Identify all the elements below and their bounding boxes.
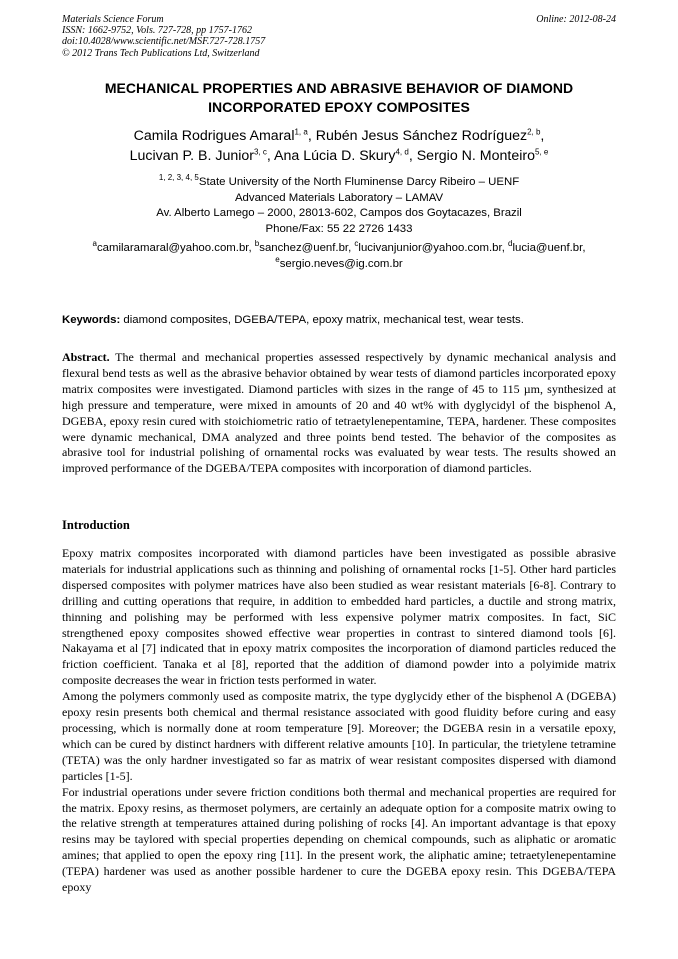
author-name: Ana Lúcia D. Skury bbox=[274, 148, 396, 164]
affiliation-line-4: Phone/Fax: 55 22 2726 1433 bbox=[265, 222, 413, 235]
email-address: camilaramaral@yahoo.com.br bbox=[96, 242, 249, 254]
affiliation bbox=[40, 175, 638, 237]
author-superscript: 2, b bbox=[527, 127, 541, 137]
author-name: Lucivan P. B. Junior bbox=[129, 148, 255, 164]
affiliation-line-1 bbox=[40, 175, 638, 191]
paragraph: Epoxy matrix composites incorporated with diamond particles have been investigated as possible abrasive materials for industrial applications such as thinning and polishing of ornamental rocks [1-5]. Other hard particles dispersed composites with polymer matrices have also been studied as wear resistant materials [6-8]. Contrary to drilling and cutting operations that require, in addition to embedded hard particles, a ductile and strong matrix, thinning and polishing may be performed with less expensive polymer matrix composites. In fact, SiC strengthened epoxy composites showed effective wear properties in contrast to sintered diamond tools [6]. Nakayama et al [7] indicated that in epoxy matrix composites the incorporation of diamond particles reduced the friction coefficient. Tanaka et al [8], reported that the addition of diamond powder into a polyimide matrix composite decreases the wear in friction tests performed in water. bbox=[62, 546, 616, 688]
keywords-label: Keywords: bbox=[62, 314, 121, 326]
email-superscript: e bbox=[275, 254, 280, 264]
email-line-2 bbox=[40, 254, 638, 273]
affiliation-superscript: 1, 2, 3, 4, 5 bbox=[158, 173, 199, 183]
author-superscript: 5, e bbox=[535, 147, 549, 157]
affiliation-line-2: Advanced Materials Laboratory – LAMAV bbox=[234, 191, 444, 204]
introduction-heading: Introduction bbox=[62, 518, 130, 532]
keywords bbox=[62, 313, 622, 328]
abstract-text: The thermal and mechanical properties assessed respectively by dynamic mechanical analysis and flexural bend tests as well as the abrasive behavior obtained by wear tests of diamond particles incorporated epoxy matrix composites were investigated. Diamond particles with sizes in the range of 45 to 115 µm, synthesized at high pressure and temperature, were mixed in amounts of 20 and 40 wt% with dyglycidyl of the bisphenol A, DGEBA, epoxy resin cured with stoichiometric ratio of tetraetylenepentamine, TEPA, hardener. These composites were dynamic mechanical, DMA analyzed and three points bend tested. The behavior of the composites as abrasive tool for industrial polishing of ornamental rocks was evaluated by wear tests. The results showed an improved performance of the DGEBA/TEPA composites with incorporation of diamond particles. bbox=[62, 350, 616, 476]
email-address: lucivanjunior@yahoo.com.br bbox=[358, 242, 502, 254]
email-line-1: $^a$camilaramaral@yahoo.com.br, $^b$sanchez@uenf.br, $^c$lucivanjunior@yahoo.com.br, $^d$lucia@uenf.br, bbox=[92, 239, 586, 254]
abstract bbox=[62, 350, 616, 477]
author-line-1: Camila Rodrigues Amaral$^{1, a}$, Rubén Jesus Sánchez Rodríguez$^{2, b}$, bbox=[133, 127, 545, 144]
author-superscript: 4, d bbox=[395, 147, 409, 157]
author-line-2: Lucivan P. B. Junior$^{3, c}$, Ana Lúcia D. Skury$^{4, d}$, Sergio N. Monteiro$^{5, e}$ bbox=[129, 147, 549, 164]
online-date: Online: 2012-08-24 bbox=[536, 14, 616, 25]
paragraph: For industrial operations under severe friction conditions both thermal and mechanical properties are required for the matrix. Epoxy resins, as thermoset polymers, are certainly an adequate option for a composite matrix owing to the relative strength at temperatures attained during polishing of rocks [4]. An important advantage is that epoxy resins may be taylored with special properties depending on chemical compounds, such as aliphatic or aromatic amines; that applied to open the epoxy ring [11]. In the present work, the aliphatic amine; tetraetylenepentamine (TEPA) hardener was used as another possible hardener to cure the DGEBA epoxy resin. This DGEBA/TEPA epoxy bbox=[62, 784, 616, 895]
author-name: Camila Rodrigues Amaral bbox=[133, 128, 295, 144]
title-line-1: MECHANICAL PROPERTIES AND ABRASIVE BEHAVIOR OF DIAMOND bbox=[104, 80, 574, 96]
email-superscript: a bbox=[92, 239, 97, 249]
email-superscript: b bbox=[254, 239, 260, 249]
title-line-2: INCORPORATED EPOXY COMPOSITES bbox=[208, 99, 470, 115]
abstract-label: Abstract. bbox=[62, 350, 110, 364]
affiliation-line-3: Av. Alberto Lamego – 2000, 28013-602, Campos dos Goytacazes, Brazil bbox=[156, 207, 522, 219]
author-list bbox=[40, 126, 638, 166]
paragraph: Among the polymers commonly used as composite matrix, the type dyglycidy ether of the bisphenol A (DGEBA) epoxy resin presents both chemical and thermal resistance associated with good fluidity before curing and easy processing, which is normally done at room temperature [9]. Moreover; the DGEBA resin in a versatile epoxy, which can be cured by distinct hardners with different relative amounts [10]. In particular, the trietylene tetramine (TETA) was the only hardner investigated so far as matrix of wear resistant composites dispersed with diamond particles [1-5]. bbox=[62, 689, 616, 783]
email-address: sergio.neves@ig.com.br bbox=[279, 257, 403, 270]
issn-line: ISSN: 1662-9752, Vols. 727-728, pp 1757-1762 bbox=[62, 25, 252, 37]
email-address: lucia@uenf.br bbox=[512, 242, 583, 254]
journal-name: Materials Science Forum bbox=[62, 14, 164, 25]
keywords-text: diamond composites, DGEBA/TEPA, epoxy matrix, mechanical test, wear tests. bbox=[123, 314, 524, 326]
author-name: Sergio N. Monteiro bbox=[416, 148, 535, 164]
author-superscript: 3, c bbox=[254, 147, 267, 157]
email-address: sanchez@uenf.br bbox=[259, 242, 349, 254]
journal-header bbox=[62, 14, 616, 59]
author-superscript: 1, a bbox=[294, 127, 308, 137]
email-list bbox=[40, 241, 638, 272]
email-superscript: c bbox=[354, 239, 359, 249]
paper-title bbox=[40, 79, 638, 117]
copyright-line: © 2012 Trans Tech Publications Ltd, Switzerland bbox=[62, 47, 260, 59]
introduction-body bbox=[62, 546, 616, 896]
affiliation-institution: State University of the North Fluminense Darcy Ribeiro – UENF bbox=[198, 176, 520, 188]
author-name: Rubén Jesus Sánchez Rodríguez bbox=[315, 128, 528, 144]
doi-line: doi:10.4028/www.scientific.net/MSF.727-728.1757 bbox=[62, 36, 266, 48]
email-superscript: d bbox=[508, 239, 513, 249]
